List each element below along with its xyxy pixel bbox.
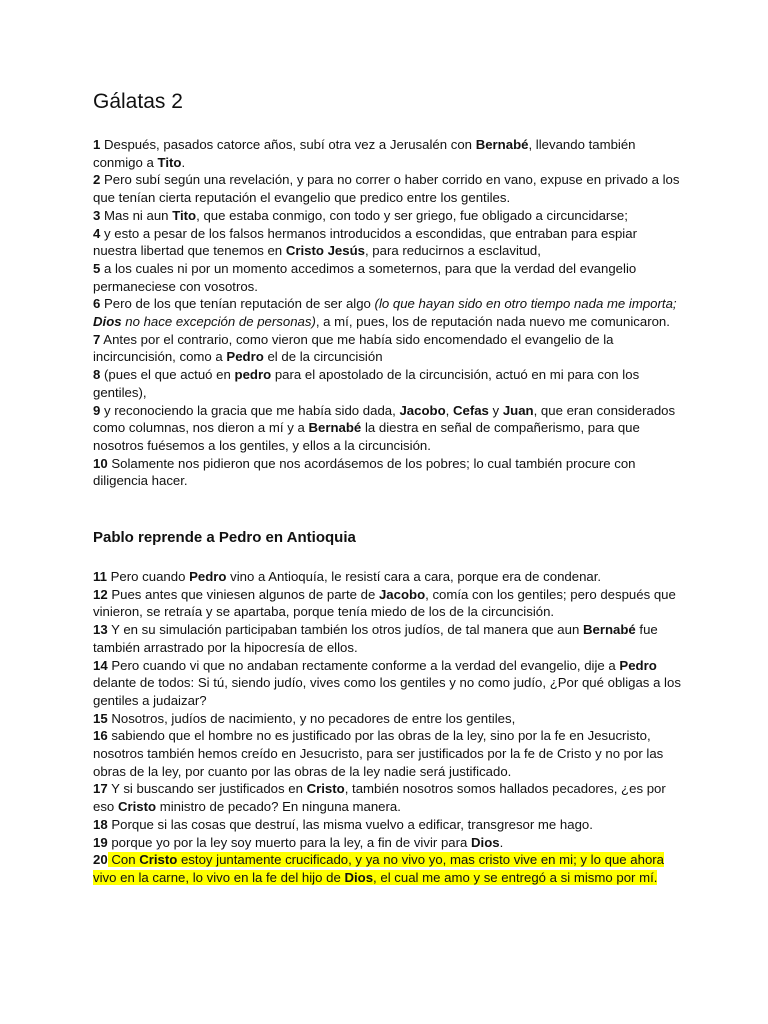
verse-number: 1 [93,137,101,152]
verse-number: 19 [93,834,108,850]
verse-text: , comía con los gentiles; pero después que vinieron, se retraía y se apartaba, porque tenía miedo de los de la circuncisión. [93,586,676,620]
verse [93,366,683,401]
verse-text: Porque si las cosas que destruí, las misma vuelvo a edificar, transgresor me hago. [107,816,593,832]
verse [93,657,683,710]
verse [93,834,683,852]
verse-text: Bernabé [475,137,529,152]
verse-number: 3 [93,207,101,223]
verse-number: 8 [93,367,101,383]
verse-text: , a mí, pues, los de reputación nada nuevo me comunicaron. [315,314,670,330]
verse-text: , el cual me amo y se entregó a si mismo por mí. [373,869,658,885]
verse-text: el de la circuncisión [263,349,383,365]
verse-text: Jacobo [399,402,446,418]
verse-text: porque yo por la ley soy muerto para la ley, a fin de vivir para [107,834,471,850]
verse-text: Cristo [306,781,345,797]
verse-text: no hace excepción de personas) [121,314,316,330]
verse [93,851,683,886]
verse-text: Pero subí según una revelación, y para no correr o haber corrido en vano, expuse en privado a los que tenían cierta reputación el evangelio que predico entre los gentiles. [93,172,680,206]
verse-number: 15 [93,710,108,726]
verse-text: , que eran considerados como columnas, nos dieron a mí y a [93,402,676,436]
verse-text: estoy juntamente crucificado, y ya no vivo yo, mas cristo vive en mi; y lo que ahora vivo en la carne, lo vivo en la fe del hijo de [93,852,665,885]
verse-number: 10 [93,455,108,471]
verse-number: 20 [93,852,108,868]
verse-text: fue también arrastrado por la hipocresía de ellos. [93,622,658,655]
verse [93,727,683,780]
verse-text: Bernabé [308,420,362,436]
verse-text: Tito [157,154,182,170]
verse-number: 5 [93,260,101,276]
verse-text: Mas ni aun [100,207,173,223]
verse-text: la diestra en señal de compañerismo, para que nosotros fuésemos a los gentiles, y ellos a la circuncisión. [93,420,640,453]
verses-block-2 [93,568,683,887]
verse [93,455,683,490]
verse-number: 17 [93,781,108,797]
verse-text: Cristo Jesús [285,243,365,259]
verse-text: , llevando también conmigo a [93,137,636,170]
verse-text: , [445,402,453,418]
verse-text: Pero cuando [106,569,190,584]
verse-text: Pedro [189,569,227,584]
verse-text: Cristo [117,799,157,815]
verse-text: Pedro [226,349,264,365]
verse-number: 9 [93,402,101,418]
verse [93,260,683,295]
verse-number: 7 [93,331,101,347]
verse-number: 12 [93,586,108,602]
verse-text: Antes por el contrario, como vieron que me había sido encomendado el evangelio de la incircuncisión, como a [93,331,614,365]
verse [93,621,683,656]
verse-text: y reconociendo la gracia que me había sido dada, [100,402,400,418]
verse-text: Jacobo [378,586,426,602]
verses-block-1 [93,136,683,490]
verse-number: 6 [93,296,101,312]
verse-text: Cefas [452,402,489,418]
verse-text: Cristo [139,852,178,868]
verse-text: Y si buscando ser justificados en [107,781,307,797]
verse-text: pedro [234,367,272,383]
verse-text: Nosotros, judíos de nacimiento, y no pecadores de entre los gentiles, [107,710,516,726]
verse-text: Tito [172,207,197,223]
verse-number: 14 [93,657,108,673]
verse-text: Bernabé [582,622,636,638]
verse-number: 18 [93,816,108,832]
verse-text: , también nosotros somos hallados pecadores, ¿es por eso [93,781,666,815]
verse [93,568,683,586]
verse-text: delante de todos: Si tú, siendo judío, vives como los gentiles y no como judío, ¿Por qué obligas a los gentiles a judaizar? [93,675,681,708]
verse-text: Pedro [619,657,657,673]
verse-text: (lo que hayan sido en otro tiempo nada me importa; [374,296,677,312]
verse-text: a los cuales ni por un momento accedimos a someternos, para que la verdad del evangelio permaneciese con vosotros. [93,260,637,294]
verse-text: , que estaba conmigo, con todo y ser griego, fue obligado a circuncidarse; [196,207,628,223]
verse-text: para el apostolado de la circuncisión, actuó en mi para con los gentiles), [93,367,640,400]
verse-text: , para reducirnos a esclavitud, [364,243,541,259]
verse-text: y esto a pesar de los falsos hermanos introducidos a escondidas, que entraban para espiar nuestra libertad que tenemos en [93,225,637,259]
verse-number: 13 [93,622,108,638]
verse-text: Y en su simulación participaban también los otros judíos, de tal manera que aun [107,622,583,638]
verse [93,710,683,728]
verse-text: sabiendo que el hombre no es justificado por las obras de la ley, sino por la fe en Jesucristo, nosotros también hemos creído en Jesucristo, para ser justificados por la fe de Cristo y no por las obras de la ley, por cuanto por las obras de la ley nadie será justificado. [93,728,664,779]
verse [93,402,683,455]
verse-text: ministro de pecado? En ninguna manera. [156,799,401,815]
verse-text: Con [107,852,140,868]
verse [93,207,683,225]
verse-number: 16 [93,728,108,744]
verse-text: Dios [344,869,374,885]
verse-text: . [181,154,186,170]
verse [93,331,683,366]
verse [93,780,683,815]
verse [93,295,683,330]
verse-text: vino a Antioquía, le resistí cara a cara, porque era de condenar. [226,569,602,584]
verse-text: Después, pasados catorce años, subí otra vez a Jerusalén con [100,137,476,152]
verse-text: Pero cuando vi que no andaban rectamente conforme a la verdad del evangelio, dije a [107,657,620,673]
section-heading: Pablo reprende a Pedro en Antioquia [93,529,356,546]
verse-text: Dios [471,834,500,850]
verse [93,136,683,171]
verse-text: Dios [93,314,122,330]
verse-text: (pues el que actuó en [100,367,235,383]
verse-number: 2 [93,172,101,188]
verse [93,816,683,834]
verse [93,171,683,206]
verse-text: Juan [502,402,534,418]
verse-text: y [488,402,503,418]
verse-number: 4 [93,225,101,241]
verse-number: 11 [93,569,107,584]
page-title: Gálatas 2 [93,90,183,113]
verse-text: Solamente nos pidieron que nos acordásemos de los pobres; lo cual también procure con diligencia hacer. [93,455,636,489]
verse-text: . [499,834,504,850]
verse-text: Pues antes que viniesen algunos de parte de [107,586,379,602]
verse-text: Pero de los que tenían reputación de ser algo [100,296,375,312]
verse [93,225,683,260]
verse [93,586,683,621]
